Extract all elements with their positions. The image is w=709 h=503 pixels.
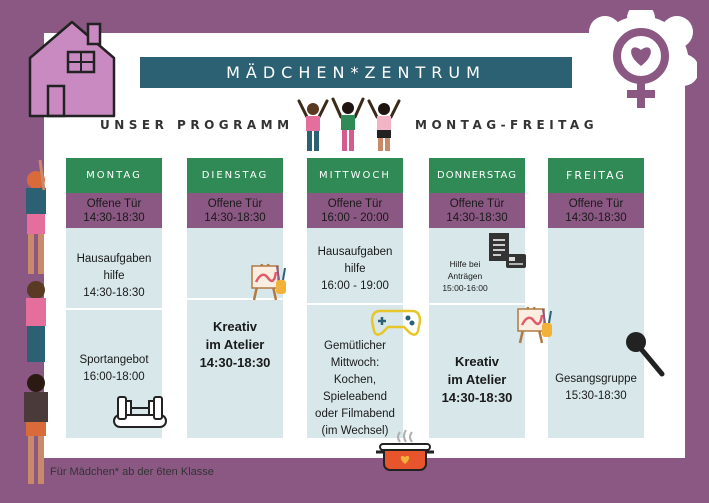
slot-line: Kochen, [333, 374, 377, 386]
slot-line: oder Filmabend [315, 408, 395, 420]
slot-line: 14:30-18:30 [199, 355, 271, 370]
slot-line: Sportangebot [79, 354, 149, 366]
days-label: MONTAG-FREITAG [415, 118, 599, 132]
house-icon [22, 18, 122, 118]
slot-line: Spieleabend [323, 391, 387, 403]
open-door-band [307, 193, 403, 228]
slot-line: 16:00-18:00 [83, 371, 145, 383]
band-time: 14:30-18:30 [565, 211, 627, 224]
microphone-icon [624, 330, 666, 378]
slot-line: 15:00-16:00 [442, 283, 488, 293]
slot-line: Kreativ [212, 319, 258, 334]
slot-applications-help [417, 258, 513, 294]
day-header: MITTWOCH [307, 158, 403, 193]
slot-line: im Atelier [447, 372, 507, 387]
slot-line: 15:30-18:30 [565, 390, 627, 402]
open-door-band [429, 193, 525, 228]
day-header: FREITAG [548, 158, 644, 193]
footer-note: Für Mädchen* ab der 6ten Klasse [50, 466, 214, 478]
band-title: Offene Tür [449, 197, 505, 210]
slot-divider [66, 308, 162, 310]
female-symbol-icon [585, 10, 697, 122]
slot-line: Gesangsgruppe [555, 373, 637, 385]
slot-creative [187, 318, 283, 372]
slot-line: 14:30-18:30 [83, 287, 145, 299]
day-header: DIENSTAG [187, 158, 283, 193]
band-title: Offene Tür [86, 197, 142, 210]
slot-creative [429, 353, 525, 407]
slot-line: (im Wechsel) [321, 425, 389, 437]
day-column-freitag [548, 158, 644, 438]
day-column-donnerstag [429, 158, 525, 438]
easel-icon [246, 260, 288, 302]
band-time: 14:30-18:30 [446, 211, 508, 224]
slot-line: im Atelier [205, 337, 265, 352]
slot-line: Hilfe bei [449, 259, 481, 269]
open-door-band [187, 193, 283, 228]
slot-line: Mittwoch: [330, 357, 380, 369]
stacked-girls-illustration [14, 158, 58, 488]
program-label: UNSER PROGRAMM [100, 118, 294, 132]
band-title: Offene Tür [568, 197, 624, 210]
easel-icon [512, 303, 554, 345]
open-door-band [66, 193, 162, 228]
dumbbell-icon [112, 393, 168, 429]
band-time: 16:00 - 20:00 [321, 211, 389, 224]
card-icon [505, 253, 527, 269]
day-column-mittwoch [307, 158, 403, 438]
slot-line: Hausaufgaben [76, 253, 152, 265]
day-header: DONNERSTAG [429, 158, 525, 193]
slot-line: hilfe [344, 263, 366, 275]
band-time: 14:30-18:30 [204, 211, 266, 224]
slot-sport [66, 352, 162, 386]
slot-line: 16:00 - 19:00 [321, 280, 389, 292]
slot-line: 14:30-18:30 [441, 390, 513, 405]
band-time: 14:30-18:30 [83, 211, 145, 224]
day-header: MONTAG [66, 158, 162, 193]
page-title: MÄDCHEN*ZENTRUM [140, 57, 572, 88]
slot-homework [66, 251, 162, 302]
band-title: Offene Tür [327, 197, 383, 210]
gamepad-icon [370, 305, 422, 339]
slot-line: Anträgen [447, 271, 483, 281]
slot-homework [307, 244, 403, 295]
band-title: Offene Tür [207, 197, 263, 210]
open-door-band [548, 193, 644, 228]
slot-divider [429, 303, 525, 305]
slot-line: Gemütlicher [324, 340, 386, 352]
slot-line: Hausaufgaben [317, 246, 393, 258]
cooking-pot-icon [374, 428, 436, 474]
slot-cozy-wednesday [307, 338, 403, 440]
girls-cheering-illustration [293, 95, 405, 155]
slot-line: Kreativ [454, 354, 500, 369]
slot-line: hilfe [103, 270, 125, 282]
